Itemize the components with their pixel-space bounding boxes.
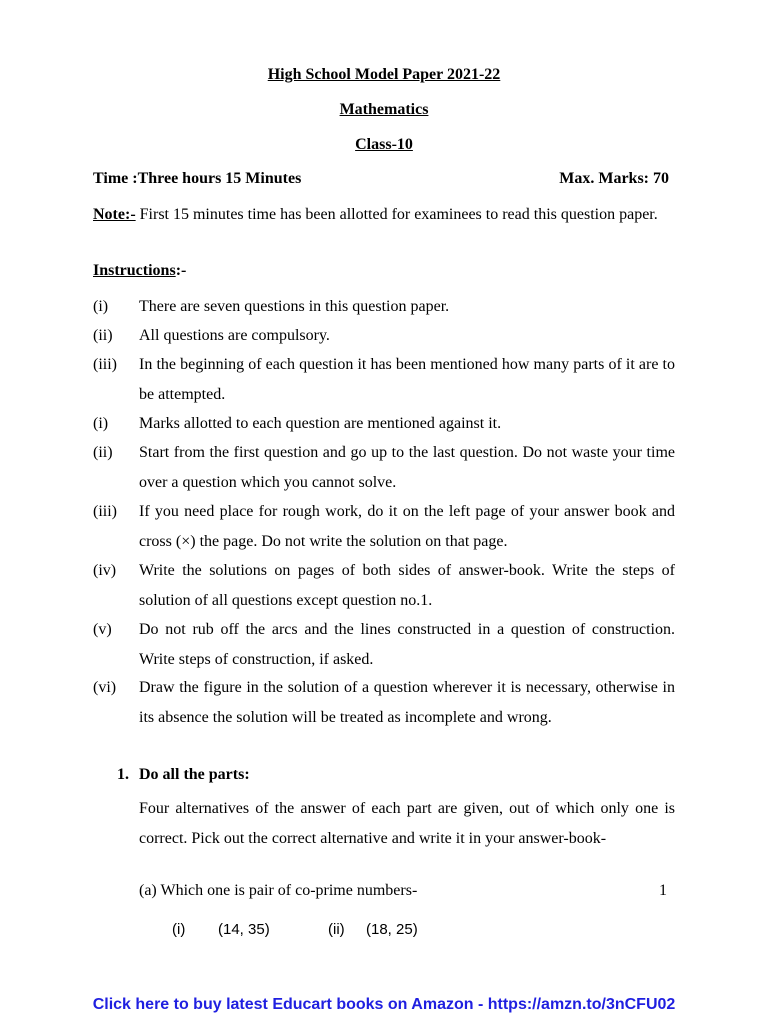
instruction-text: All questions are compulsory.: [139, 327, 330, 344]
time-label: Time :Three hours 15 Minutes: [93, 170, 302, 187]
note-text: First 15 minutes time has been allotted for examinees to read this question paper.: [135, 206, 658, 223]
instruction-item: [93, 673, 675, 732]
option-number: (i): [172, 921, 186, 938]
instructions-heading-suffix: :-: [175, 262, 187, 279]
question-1-heading: [117, 766, 250, 784]
instruction-number: (iv): [93, 562, 117, 579]
subject-title-text: Mathematics: [339, 101, 429, 118]
option-value: (18, 25): [366, 921, 418, 938]
instruction-text: There are seven questions in this question paper.: [139, 298, 450, 315]
instruction-text: If you need place for rough work, do it on the left page of your answer book and cross (×) the page. Do not write the solution on that page.: [139, 503, 675, 550]
question-part-a-marks: 1: [659, 882, 667, 899]
instruction-item: [93, 497, 675, 556]
instruction-number: (ii): [93, 444, 113, 461]
instruction-item: [93, 409, 675, 439]
note-label: Note:-: [93, 206, 136, 223]
class-title-text: Class-10: [355, 136, 413, 153]
question-number: 1.: [117, 766, 129, 783]
question-heading-text: Do all the parts:: [139, 766, 250, 783]
instruction-number: (vi): [93, 679, 117, 696]
question-part-a: [139, 882, 667, 900]
instruction-item: [93, 556, 675, 615]
max-marks-label: Max. Marks: 70: [559, 170, 669, 187]
paper-title: [0, 66, 768, 84]
instruction-number: (v): [93, 621, 112, 638]
subject-title: [0, 101, 768, 119]
instruction-text: Start from the first question and go up to the last question. Do not waste your time over a question which you cannot solve.: [139, 444, 675, 491]
question-part-a-text: (a) Which one is pair of co-prime numbers-: [139, 882, 418, 899]
instruction-text: In the beginning of each question it has been mentioned how many parts of it are to be attempted.: [139, 356, 675, 403]
instructions-heading: [93, 262, 186, 280]
instruction-item: [93, 350, 675, 409]
instruction-number: (i): [93, 415, 109, 432]
instruction-item: [93, 321, 675, 351]
instruction-number: (ii): [93, 327, 113, 344]
paper-title-text: High School Model Paper 2021-22: [267, 66, 501, 83]
amazon-promo-link[interactable]: Click here to buy latest Educart books on Amazon - https://amzn.to/3nCFU02: [92, 996, 676, 1013]
instruction-number: (iii): [93, 503, 117, 520]
instruction-number: (iii): [93, 356, 117, 373]
question-1-body: Four alternatives of the answer of each part are given, out of which only one is correct. Pick out the correct alternative and write it in your answer-book-: [139, 800, 675, 847]
instruction-text: Do not rub off the arcs and the lines constructed in a question of construction. Write steps of construction, if asked.: [139, 621, 675, 668]
note-paragraph: [93, 203, 675, 227]
instruction-text: Draw the figure in the solution of a question wherever it is necessary, otherwise in its absence the solution will be treated as incomplete and wrong.: [139, 679, 675, 726]
option-number: (ii): [328, 921, 345, 938]
instructions-heading-text: Instructions: [93, 262, 176, 279]
instruction-item: [93, 292, 675, 322]
option-value: (14, 35): [218, 921, 270, 938]
instruction-item: [93, 615, 675, 674]
instruction-text: Write the solutions on pages of both sides of answer-book. Write the steps of solution of all questions except question no.1.: [139, 562, 675, 609]
instruction-text: Marks allotted to each question are mentioned against it.: [139, 415, 502, 432]
instruction-item: [93, 438, 675, 497]
class-title: [0, 136, 768, 154]
instruction-number: (i): [93, 298, 109, 315]
